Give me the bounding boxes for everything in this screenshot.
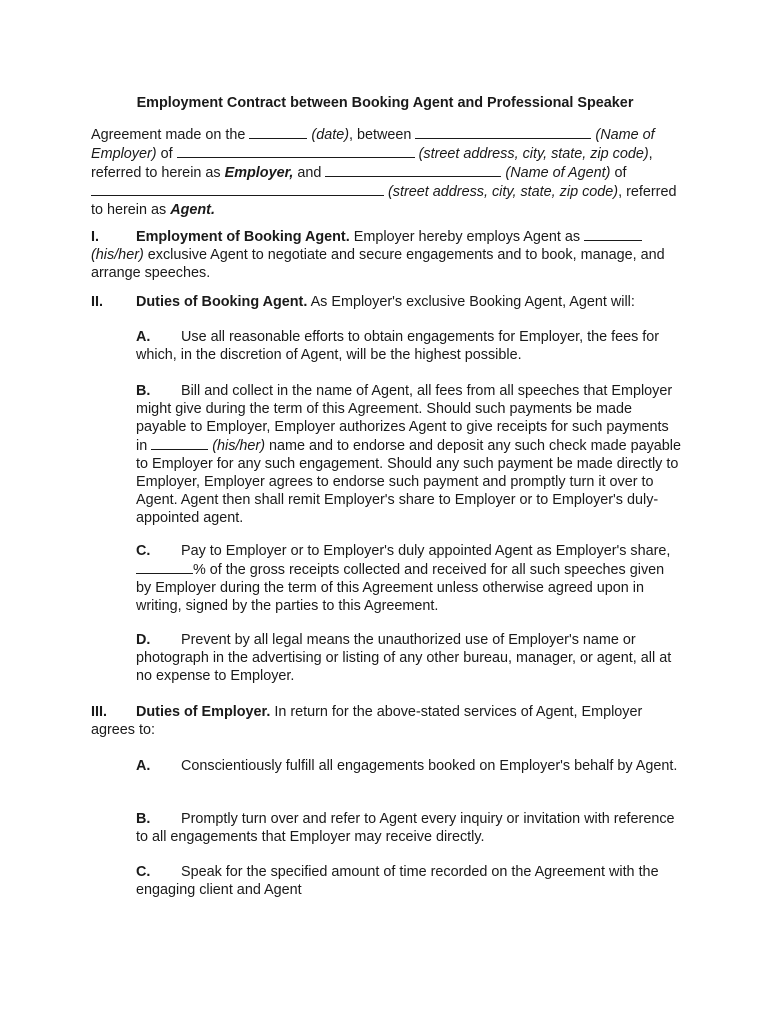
intro-line-1: Agreement made on the (date), between (Name of Employer) of (street address, city, state, zip code), referred to herein as Employer, and (Name of Agent) of (street address, city, state, zip code), referred to herein as Agent. bbox=[91, 127, 677, 218]
section-2-item-b: B. Bill and collect in the name of Agent, all fees from all speeches that Employer might give during the term of this Agreement. Should such payments be made payable to Employer, Employer authorizes Agent to give receipts for such payments in (his/her) name and to endorse and deposit any such check made payable to Employer for any such engagement. Should any such payment be made directly to Employer, Employer agrees to endorse such payment and promptly turn it over to Agent. Agent then shall remit Employer's share to Employer or to Employer's duly-appointed agent. bbox=[136, 383, 681, 526]
section-2-heading: Duties of Booking Agent. bbox=[136, 294, 308, 310]
date-blank bbox=[249, 125, 307, 139]
section-1: I. Employment of Booking Agent. Employer hereby employs Agent as (his/her) exclusive Agent to negotiate and secure engagements and to book, manage, and arrange speeches. bbox=[91, 229, 665, 281]
section-2-item-a: A. Use all reasonable efforts to obtain engagements for Employer, the fees for which, in the discretion of Agent, will be the highest possible. bbox=[136, 329, 660, 363]
section-3-number: III. bbox=[91, 704, 107, 720]
section-3-heading: Duties of Employer. bbox=[136, 704, 271, 720]
section-2-item-c: C. Pay to Employer or to Employer's duly appointed Agent as Employer's share, % of the gross receipts collected and received for all such speeches given by Employer during the term of this Agreement unless otherwise agreed upon in writing, signed by the parties to this Agreement. bbox=[136, 543, 671, 614]
payee-blank bbox=[151, 436, 208, 450]
section-3-item-a: A. Conscientiously fulfill all engagements booked on Employer's behalf by Agent. bbox=[136, 758, 678, 774]
employer-address-blank bbox=[177, 144, 415, 158]
section-2-item-d: D. Prevent by all legal means the unauthorized use of Employer's name or photograph in the advertising or listing of any other bureau, manager, or agent, all at no expense to Employer. bbox=[136, 632, 672, 684]
section-3-item-b: B. Promptly turn over and refer to Agent every inquiry or invitation with reference to all engagements that Employer may receive directly. bbox=[136, 811, 675, 845]
intro-paragraph bbox=[91, 125, 681, 219]
section-2: II. Duties of Booking Agent. As Employer's exclusive Booking Agent, Agent will: bbox=[91, 294, 635, 310]
section-3-item-c: C. Speak for the specified amount of time recorded on the Agreement with the engaging client and Agent bbox=[136, 864, 659, 898]
percentage-blank bbox=[136, 560, 193, 574]
agent-address-blank bbox=[91, 182, 384, 196]
section-2-number: II. bbox=[91, 294, 103, 310]
section-1-number: I. bbox=[91, 229, 99, 245]
section-1-heading: Employment of Booking Agent. bbox=[136, 229, 350, 245]
document-title: Employment Contract between Booking Agent and Professional Speaker bbox=[136, 95, 634, 111]
agent-name-blank bbox=[325, 163, 501, 177]
employer-name-blank bbox=[415, 125, 591, 139]
agent-title-blank bbox=[584, 227, 642, 241]
section-3: III. Duties of Employer. In return for the above-stated services of Agent, Employer agrees to: bbox=[91, 704, 643, 738]
